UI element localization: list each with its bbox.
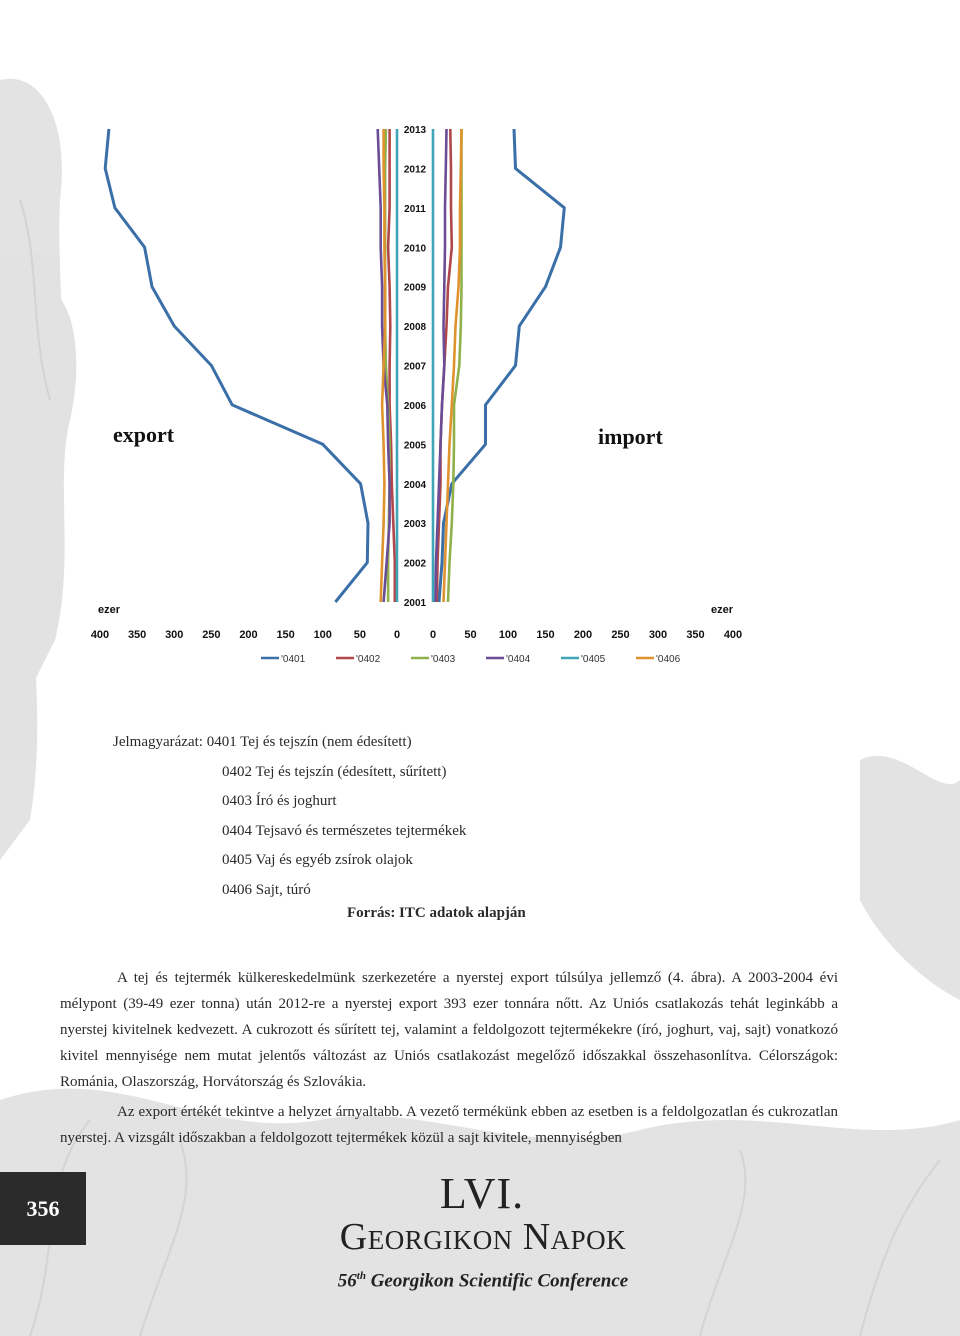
- source-note: Forrás: ITC adatok alapján: [347, 905, 526, 921]
- year-label: 2008: [403, 322, 427, 334]
- year-label: 2005: [403, 440, 427, 452]
- x-tick-label: 50: [353, 629, 366, 641]
- legend-intro: Jelmagyarázat: 0401 Tej és tejszín (nem édesített): [113, 734, 412, 750]
- year-label: 2007: [403, 361, 427, 373]
- x-tick-label: 200: [239, 629, 258, 641]
- import-label: import: [598, 424, 663, 449]
- legend-item: 0402 Tej és tejszín (édesített, sűrített): [222, 763, 447, 780]
- year-label: 2004: [403, 479, 427, 491]
- legend-series-label: '0403: [431, 654, 456, 665]
- legend-series-label: '0405: [581, 654, 606, 665]
- page-number: 356: [0, 1172, 86, 1245]
- year-label: 2010: [403, 243, 427, 255]
- x-tick-label: 400: [90, 629, 110, 641]
- import-series-line-0404: [435, 129, 446, 602]
- x-tick-label: 400: [723, 629, 743, 641]
- legend-series-label: '0404: [506, 654, 531, 665]
- year-label: 2002: [403, 558, 427, 570]
- conference-subtitle: [300, 1270, 666, 1292]
- year-label: 2011: [404, 203, 426, 215]
- import-series-line-0401: [439, 129, 564, 602]
- x-tick-label: 250: [611, 629, 630, 641]
- export-series-line-0401: [105, 129, 368, 602]
- year-label: 2009: [403, 282, 427, 294]
- year-label: 2013: [403, 125, 427, 136]
- subtitle-number: 56: [337, 1270, 357, 1292]
- figure-panel: [83, 108, 818, 720]
- x-tick-label: 350: [686, 629, 705, 641]
- x-tick-label: 0: [393, 629, 401, 641]
- legend-explanation: [113, 728, 466, 906]
- x-tick-label: 150: [536, 629, 555, 641]
- legend-item: 0405 Vaj és egyéb zsírok olajok: [222, 852, 413, 869]
- year-label: 2003: [403, 519, 427, 531]
- year-label: 2012: [403, 164, 427, 176]
- subtitle-text: Georgikon Scientific Conference: [365, 1270, 629, 1292]
- x-tick-label: 100: [313, 629, 332, 641]
- x-tick-label: 350: [127, 629, 147, 641]
- x-tick-label: 300: [165, 629, 184, 641]
- conference-roman-number: LVI.: [439, 1169, 525, 1218]
- x-tick-label: 300: [648, 629, 668, 641]
- x-tick-label: 150: [276, 629, 295, 641]
- legend-item: 0404 Tejsavó és természetes tejtermékek: [222, 822, 467, 839]
- unit-right: ezer: [711, 604, 734, 616]
- x-tick-label: 50: [464, 629, 477, 641]
- legend-item: 0403 Író és joghurt: [222, 793, 337, 810]
- legend-series-label: '0401: [281, 654, 306, 665]
- conference-name: Georgikon Napok: [339, 1216, 627, 1258]
- x-tick-label: 100: [498, 629, 518, 641]
- subtitle-ordinal: th: [356, 1270, 366, 1282]
- unit-left: ezer: [98, 604, 121, 616]
- x-tick-label: 250: [202, 629, 221, 641]
- x-tick-label: 200: [573, 629, 593, 641]
- butterfly-line-chart: [83, 108, 818, 720]
- body-text: [60, 965, 838, 1151]
- year-label: 2001: [403, 598, 427, 609]
- x-tick-label: 0: [429, 629, 437, 641]
- legend-item: 0406 Sajt, túró: [222, 881, 311, 898]
- paragraph-1: A tej és tejtermék külkereskedelmünk szerkezetére a nyerstej export túlsúlya jellemző (4. ábra). A 2003-2004 évi mélypont (39-49 ezer tonna) után 2012-re a nyerstej export 393 ezer tonnára nőtt. Az Uniós csatlakozás tehát leginkább a nyerstej kivitelnek kedvezett. A cukrozott és sűrített tej, valamint a feldolgozott tejtermékekre (író, joghurt, vaj, sajt) vonatkozó kivitel mennyisége nem mutat jelentős változást az Uniós csatlakozást megelőző időszakkal összehasonlítva. Célországok: Románia, Olaszország, Horvátország és Szlovákia.: [60, 970, 838, 1090]
- paragraph-2: Az export értékét tekintve a helyzet árnyaltabb. A vezető termékünk ebben az esetben is a feldolgozatlan és cukrozatlan nyerstej. A vizsgált időszakban a feldolgozott tejtermékek közül a sajt kivitele, mennyiségben: [60, 1104, 838, 1146]
- export-label: export: [113, 422, 175, 447]
- legend-series-label: '0406: [656, 654, 681, 665]
- year-label: 2006: [403, 400, 427, 412]
- legend-series-label: '0402: [356, 654, 381, 665]
